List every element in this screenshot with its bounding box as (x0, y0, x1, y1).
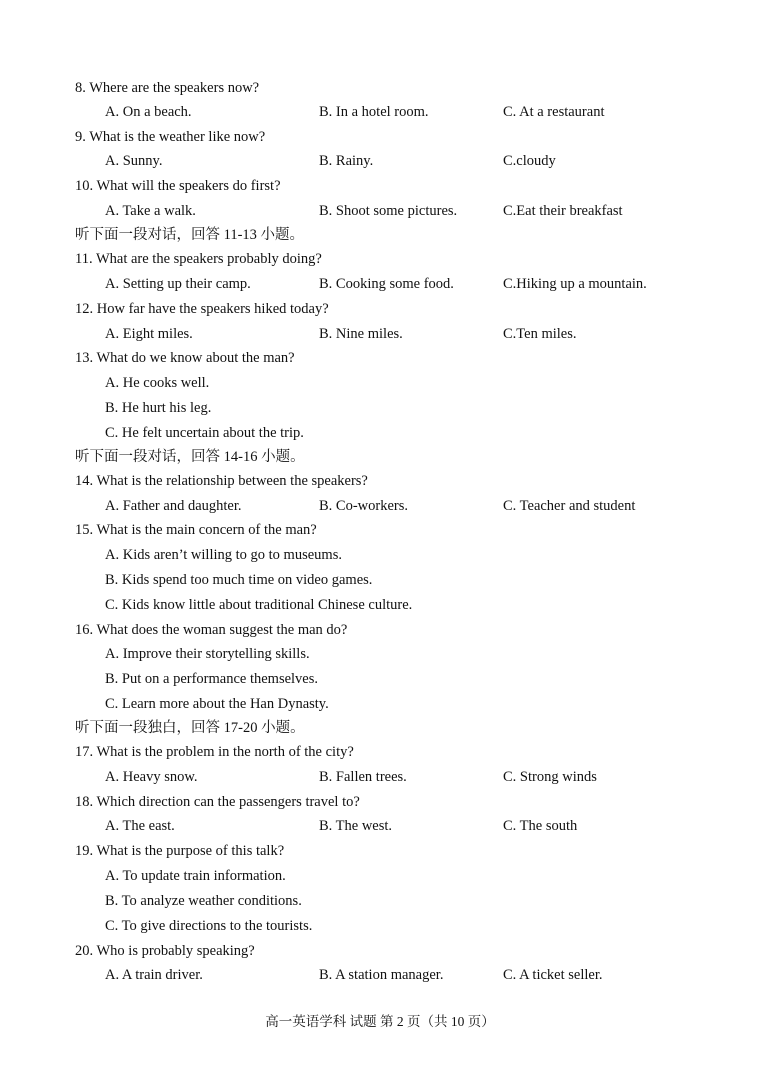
question-stem: 15. What is the main concern of the man? (75, 522, 317, 538)
option-c: C. Learn more about the Han Dynasty. (105, 696, 329, 712)
option-c: C.Ten miles. (503, 326, 577, 342)
option-row (0, 494, 760, 518)
option-b: B. Shoot some pictures. (319, 203, 458, 219)
option-row (0, 421, 760, 445)
option-a: A. Sunny. (105, 153, 163, 169)
question-stem: 19. What is the purpose of this talk? (75, 843, 285, 859)
option-c: C. Teacher and student (503, 498, 636, 514)
option-b: B. Nine miles. (319, 326, 403, 342)
option-b: B. Fallen trees. (319, 769, 407, 785)
option-b: B. He hurt his leg. (105, 400, 212, 416)
option-row (0, 864, 760, 888)
option-a: A. Take a walk. (105, 203, 196, 219)
option-row (0, 371, 760, 395)
option-c: C.Eat their breakfast (503, 203, 623, 219)
question-stem: 20. Who is probably speaking? (75, 943, 255, 959)
option-a: A. On a beach. (105, 104, 192, 120)
option-row (0, 199, 760, 223)
option-b: B. Cooking some food. (319, 276, 454, 292)
option-a: A. Heavy snow. (105, 769, 198, 785)
option-c: C.cloudy (503, 153, 556, 169)
option-b: B. Put on a performance themselves. (105, 671, 319, 687)
option-row (0, 914, 760, 938)
question-stem: 13. What do we know about the man? (75, 350, 295, 366)
option-c: C.Hiking up a mountain. (503, 276, 647, 292)
question-stem: 10. What will the speakers do first? (75, 178, 281, 194)
option-row (0, 322, 760, 346)
option-c: C. At a restaurant (503, 104, 605, 120)
option-a: A. The east. (105, 818, 175, 834)
option-c: C. Strong winds (503, 769, 597, 785)
option-a: A. Improve their storytelling skills. (105, 646, 310, 662)
option-row (0, 543, 760, 567)
question-stem: 14. What is the relationship between the speakers? (75, 473, 368, 489)
option-c: C. He felt uncertain about the trip. (105, 425, 304, 441)
option-c: C. To give directions to the tourists. (105, 918, 313, 934)
option-b: B. The west. (319, 818, 393, 834)
option-a: A. A train driver. (105, 967, 203, 983)
option-row (0, 149, 760, 173)
option-row (0, 593, 760, 617)
option-row (0, 963, 760, 987)
option-a: A. Kids aren’t willing to go to museums. (105, 547, 342, 563)
option-a: A. He cooks well. (105, 375, 210, 391)
question-stem: 18. Which direction can the passengers travel to? (75, 794, 360, 810)
section-instruction: 听下面一段独白，回答 17-20 小题。 (75, 720, 305, 736)
option-row (0, 814, 760, 838)
option-a: A. To update train information. (105, 868, 286, 884)
question-stem: 11. What are the speakers probably doing? (75, 251, 322, 267)
question-stem: 9. What is the weather like now? (75, 129, 266, 145)
option-row (0, 889, 760, 913)
question-stem: 17. What is the problem in the north of the city? (75, 744, 354, 760)
option-c: C. The south (503, 818, 578, 834)
option-a: A. Setting up their camp. (105, 276, 251, 292)
option-a: A. Eight miles. (105, 326, 193, 342)
page-footer: 高一英语学科 试题 第 2 页（共 10 页） (265, 1014, 495, 1029)
option-c: C. A ticket seller. (503, 967, 603, 983)
question-stem: 12. How far have the speakers hiked today? (75, 301, 329, 317)
option-a: A. Father and daughter. (105, 498, 242, 514)
option-row (0, 272, 760, 296)
option-b: B. To analyze weather conditions. (105, 893, 302, 909)
option-b: B. In a hotel room. (319, 104, 429, 120)
question-stem: 8. Where are the speakers now? (75, 80, 260, 96)
option-b: B. Kids spend too much time on video games. (105, 572, 373, 588)
question-stem: 16. What does the woman suggest the man do? (75, 622, 348, 638)
option-row (0, 765, 760, 789)
option-row (0, 100, 760, 124)
option-b: B. Rainy. (319, 153, 374, 169)
section-instruction: 听下面一段对话，回答 14-16 小题。 (75, 449, 305, 465)
option-b: B. Co-workers. (319, 498, 409, 514)
option-b: B. A station manager. (319, 967, 444, 983)
option-row (0, 692, 760, 716)
option-row (0, 642, 760, 666)
option-c: C. Kids know little about traditional Chinese culture. (105, 597, 413, 613)
option-row (0, 667, 760, 691)
section-instruction: 听下面一段对话，回答 11-13 小题。 (75, 227, 305, 243)
option-row (0, 568, 760, 592)
option-row (0, 396, 760, 420)
